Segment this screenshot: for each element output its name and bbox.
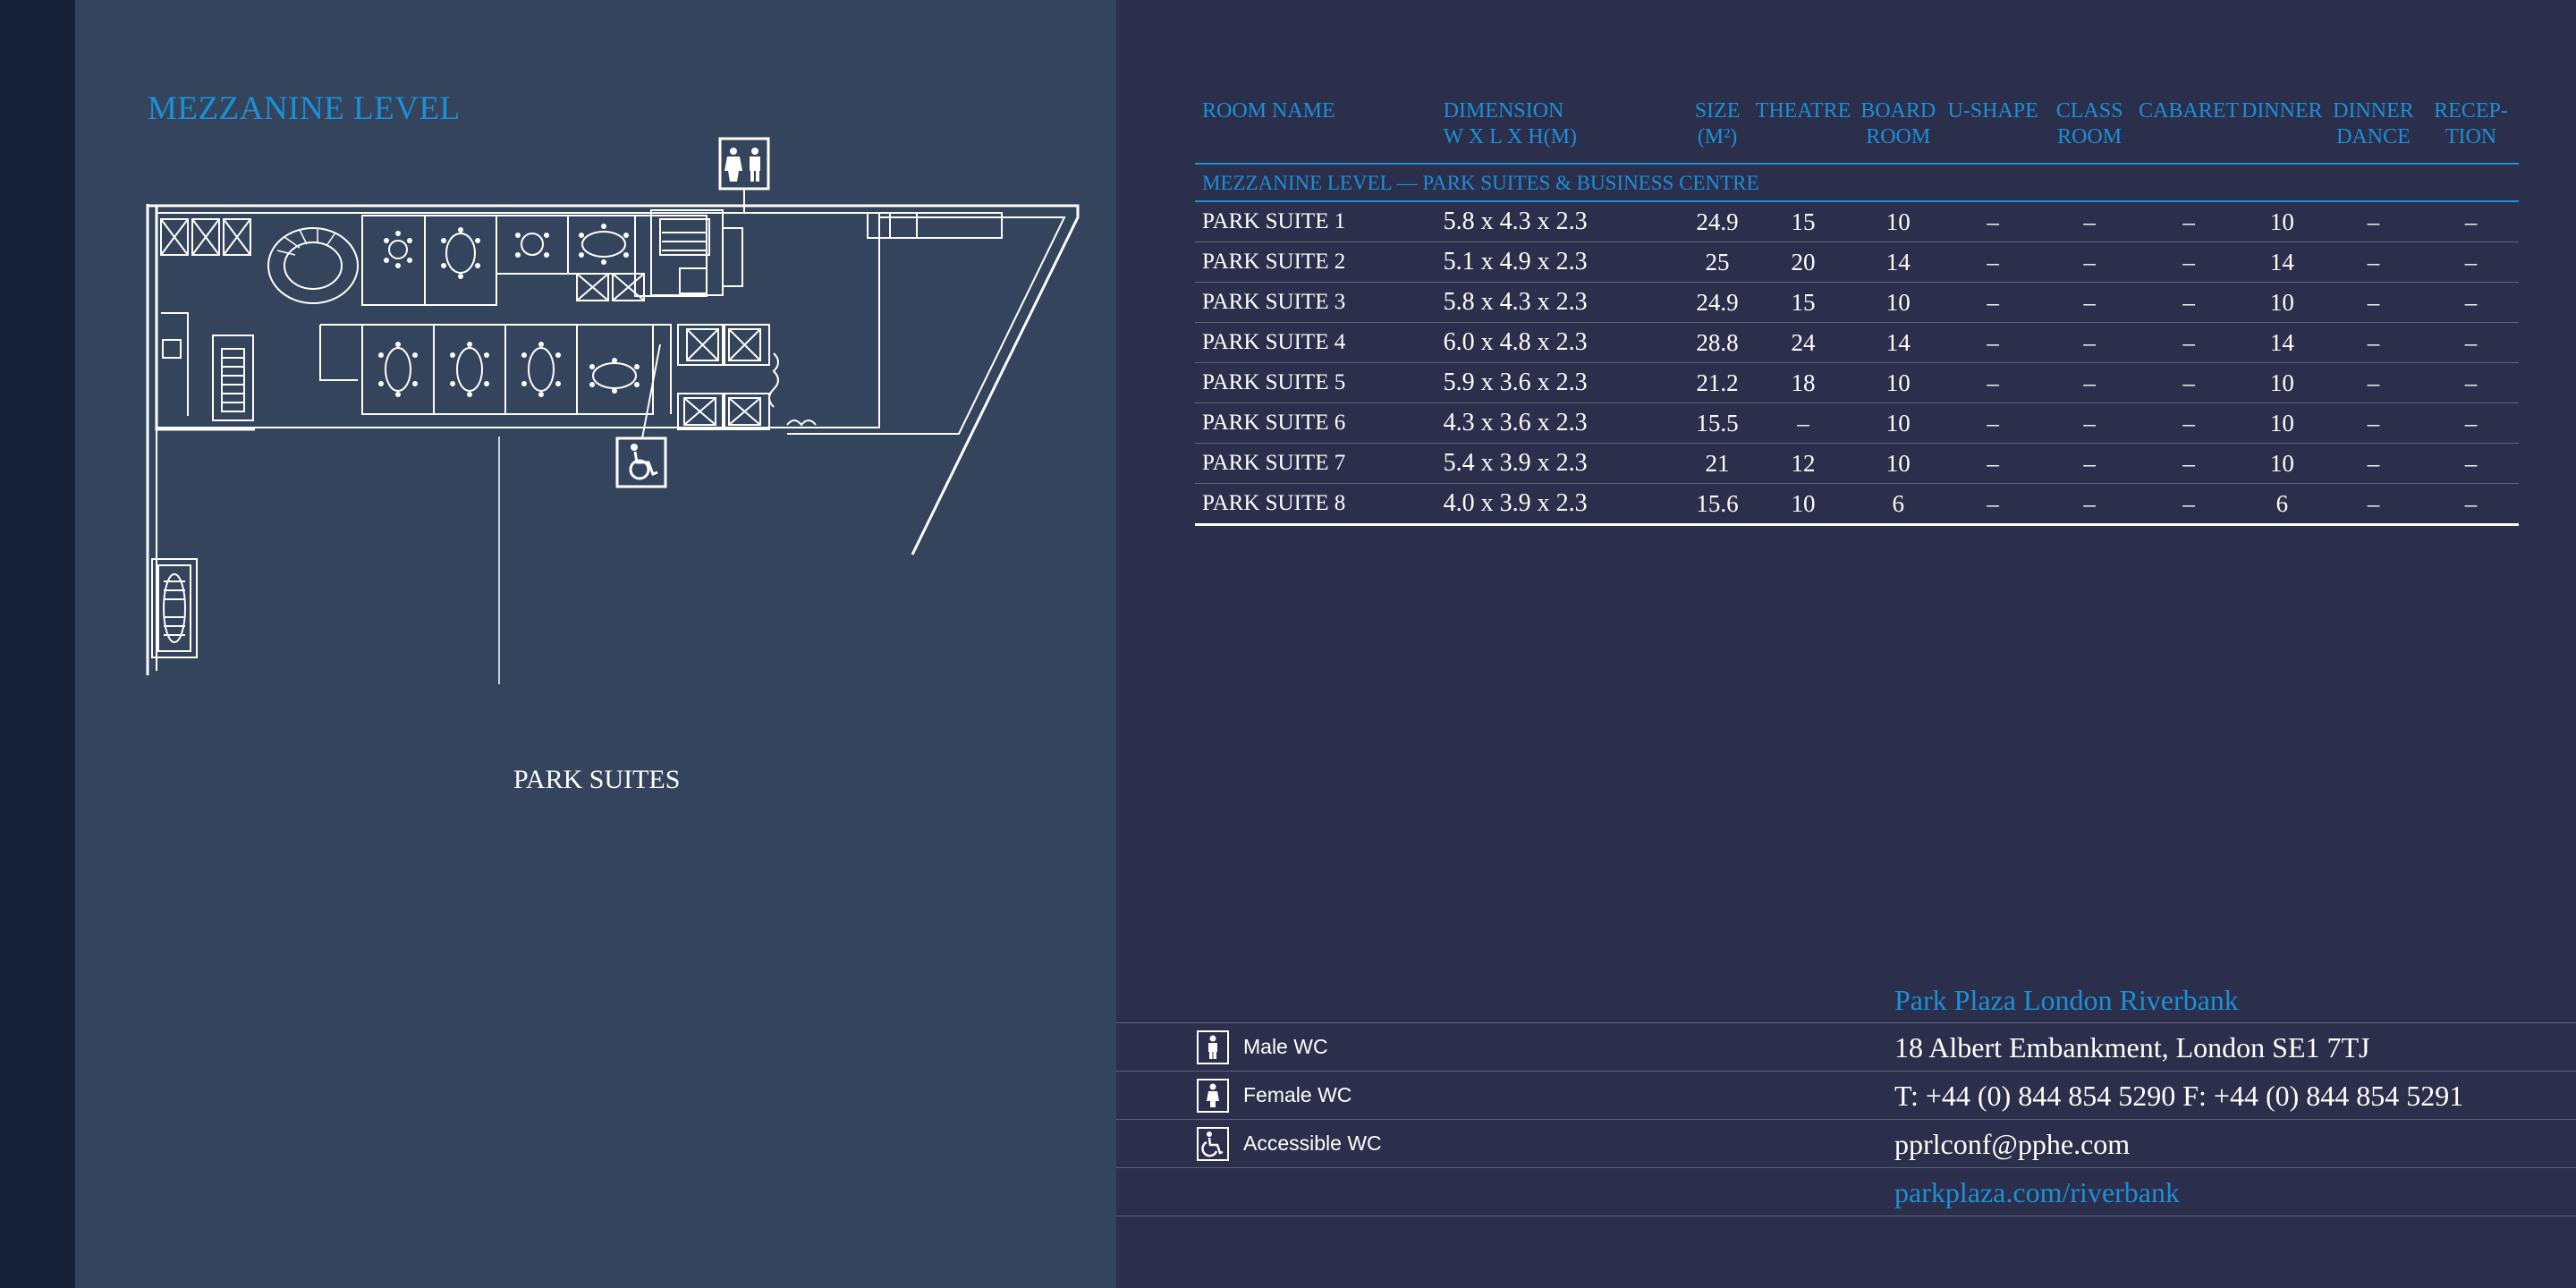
cell-dinner-dance: – [2324, 242, 2423, 283]
male-icon [1197, 1030, 1229, 1064]
hotel-name: Park Plaza London Riverbank [1894, 984, 2239, 1016]
cell-dinner: 6 [2241, 484, 2324, 525]
cell-cabaret: – [2138, 242, 2241, 283]
cell-dinner-dance: – [2324, 403, 2423, 444]
cell-size: 15.6 [1681, 484, 1754, 525]
cell-dinner-dance: – [2324, 283, 2423, 323]
header-room-name: ROOM NAME [1202, 99, 1335, 123]
cell-u-shape: – [1945, 403, 2042, 444]
cell-reception: – [2423, 363, 2519, 403]
header-class-room: CLASS ROOM [2055, 99, 2123, 148]
header-dinner-dance: DINNER DANCE [2333, 99, 2414, 148]
cell-dinner: 10 [2241, 283, 2324, 323]
cell-room-name: PARK SUITE 7 [1195, 444, 1444, 484]
legend-item-male [1116, 1022, 1868, 1071]
hotel-phone: T: +44 (0) 844 854 5290 F: +44 (0) 844 854 5291 [1868, 1071, 2576, 1119]
table-row [1195, 323, 2519, 363]
cell-theatre: 20 [1754, 242, 1852, 283]
hotel-website-link[interactable]: parkplaza.com/riverbank [1868, 1167, 2576, 1216]
cell-u-shape: – [1945, 444, 2042, 484]
floor-plan [134, 130, 1091, 684]
cell-dimension: 4.0 x 3.9 x 2.3 [1444, 484, 1681, 525]
legend-label-accessible: Accessible WC [1243, 1131, 1382, 1155]
cell-dinner: 14 [2241, 323, 2324, 363]
female-icon [1197, 1079, 1229, 1113]
header-dinner: DINNER [2241, 99, 2323, 123]
cell-cabaret: – [2138, 403, 2241, 444]
cell-dinner-dance: – [2324, 444, 2423, 484]
cell-u-shape: – [1945, 323, 2042, 363]
cell-room-name: PARK SUITE 4 [1195, 323, 1444, 363]
cell-room-name: PARK SUITE 8 [1195, 484, 1444, 525]
cell-theatre: 15 [1754, 283, 1852, 323]
cell-u-shape: – [1945, 484, 2042, 525]
cell-u-shape: – [1945, 242, 2042, 283]
cell-board-room: 10 [1852, 201, 1945, 242]
cell-room-name: PARK SUITE 5 [1195, 363, 1444, 403]
cell-size: 24.9 [1681, 201, 1754, 242]
cell-class-room: – [2042, 363, 2138, 403]
header-cabaret: CABARET [2139, 99, 2240, 123]
cell-dinner-dance: – [2324, 201, 2423, 242]
cell-room-name: PARK SUITE 2 [1195, 242, 1444, 283]
cell-room-name: PARK SUITE 1 [1195, 201, 1444, 242]
cell-dinner-dance: – [2324, 363, 2423, 403]
cell-dimension: 5.8 x 4.3 x 2.3 [1444, 283, 1681, 323]
table-header-row [1195, 98, 2519, 164]
cell-class-room: – [2042, 201, 2138, 242]
park-suites-label: PARK SUITES [513, 765, 681, 794]
cell-cabaret: – [2138, 444, 2241, 484]
cell-cabaret: – [2138, 283, 2241, 323]
legend-item-female [1116, 1071, 1868, 1119]
hotel-address: 18 Albert Embankment, London SE1 7TJ [1868, 1022, 2576, 1071]
header-size: SIZE (M²) [1694, 99, 1741, 148]
table-row [1195, 444, 2519, 484]
table-row [1195, 201, 2519, 242]
header-theatre: THEATRE [1755, 99, 1852, 123]
cell-room-name: PARK SUITE 3 [1195, 283, 1444, 323]
cell-cabaret: – [2138, 363, 2241, 403]
hotel-email[interactable]: pprlconf@pphe.com [1868, 1119, 2576, 1167]
cell-dimension: 5.1 x 4.9 x 2.3 [1444, 242, 1681, 283]
section-row [1195, 164, 2519, 201]
cell-theatre: 18 [1754, 363, 1852, 403]
table-row [1195, 283, 2519, 323]
cell-dinner-dance: – [2324, 323, 2423, 363]
cell-theatre: 15 [1754, 201, 1852, 242]
legend-label-female: Female WC [1243, 1083, 1352, 1106]
contact-block [1868, 975, 2576, 1216]
cell-board-room: 10 [1852, 403, 1945, 444]
cell-class-room: – [2042, 323, 2138, 363]
binding-spine [0, 0, 75, 1288]
cell-dinner: 10 [2241, 201, 2324, 242]
cell-dimension: 4.3 x 3.6 x 2.3 [1444, 403, 1681, 444]
cell-theatre: 24 [1754, 323, 1852, 363]
cell-size: 21 [1681, 444, 1754, 484]
cell-dimension: 6.0 x 4.8 x 2.3 [1444, 323, 1681, 363]
cell-reception: – [2423, 444, 2519, 484]
cell-theatre: 10 [1754, 484, 1852, 525]
cell-dimension: 5.4 x 3.9 x 2.3 [1444, 444, 1681, 484]
cell-dinner: 10 [2241, 403, 2324, 444]
cell-cabaret: – [2138, 201, 2241, 242]
cell-reception: – [2423, 201, 2519, 242]
cell-size: 24.9 [1681, 283, 1754, 323]
cell-dinner: 10 [2241, 363, 2324, 403]
table-row [1195, 403, 2519, 444]
table-row [1195, 363, 2519, 403]
cell-board-room: 10 [1852, 363, 1945, 403]
wheelchair-icon [1197, 1127, 1229, 1161]
cell-cabaret: – [2138, 323, 2241, 363]
legend-label-male: Male WC [1243, 1035, 1328, 1058]
cell-u-shape: – [1945, 201, 2042, 242]
cell-class-room: – [2042, 484, 2138, 525]
cell-reception: – [2423, 242, 2519, 283]
cell-board-room: 10 [1852, 444, 1945, 484]
cell-u-shape: – [1945, 283, 2042, 323]
legend-spacer-row [1116, 1167, 1868, 1216]
header-dimension: DIMENSION W X L X H(M) [1443, 99, 1577, 148]
cell-theatre: – [1754, 403, 1852, 444]
cell-class-room: – [2042, 444, 2138, 484]
cell-theatre: 12 [1754, 444, 1852, 484]
header-reception: RECEP- TION [2434, 99, 2508, 148]
cell-reception: – [2423, 323, 2519, 363]
cell-reception: – [2423, 484, 2519, 525]
cell-size: 28.8 [1681, 323, 1754, 363]
level-title: MEZZANINE LEVEL [148, 90, 461, 127]
cell-reception: – [2423, 403, 2519, 444]
table-row [1195, 484, 2519, 525]
cell-class-room: – [2042, 242, 2138, 283]
cell-size: 25 [1681, 242, 1754, 283]
cell-board-room: 14 [1852, 242, 1945, 283]
cell-reception: – [2423, 283, 2519, 323]
cell-cabaret: – [2138, 484, 2241, 525]
capacity-table [1195, 98, 2519, 526]
wc-legend [1116, 1022, 1868, 1216]
section-title: MEZZANINE LEVEL — PARK SUITES & BUSINESS CENTRE [1195, 164, 2519, 201]
header-board-room: BOARD ROOM [1860, 99, 1936, 148]
cell-class-room: – [2042, 403, 2138, 444]
cell-room-name: PARK SUITE 6 [1195, 403, 1444, 444]
cell-dimension: 5.8 x 4.3 x 2.3 [1444, 201, 1681, 242]
cell-board-room: 6 [1852, 484, 1945, 525]
cell-size: 15.5 [1681, 403, 1754, 444]
cell-class-room: – [2042, 283, 2138, 323]
cell-board-room: 14 [1852, 323, 1945, 363]
cell-board-room: 10 [1852, 283, 1945, 323]
cell-dinner: 14 [2241, 242, 2324, 283]
cell-dinner-dance: – [2324, 484, 2423, 525]
cell-dinner: 10 [2241, 444, 2324, 484]
header-u-shape: U-SHAPE [1947, 99, 2038, 123]
cell-dimension: 5.9 x 3.6 x 2.3 [1444, 363, 1681, 403]
legend-item-accessible [1116, 1119, 1868, 1167]
cell-size: 21.2 [1681, 363, 1754, 403]
table-row [1195, 242, 2519, 283]
cell-u-shape: – [1945, 363, 2042, 403]
